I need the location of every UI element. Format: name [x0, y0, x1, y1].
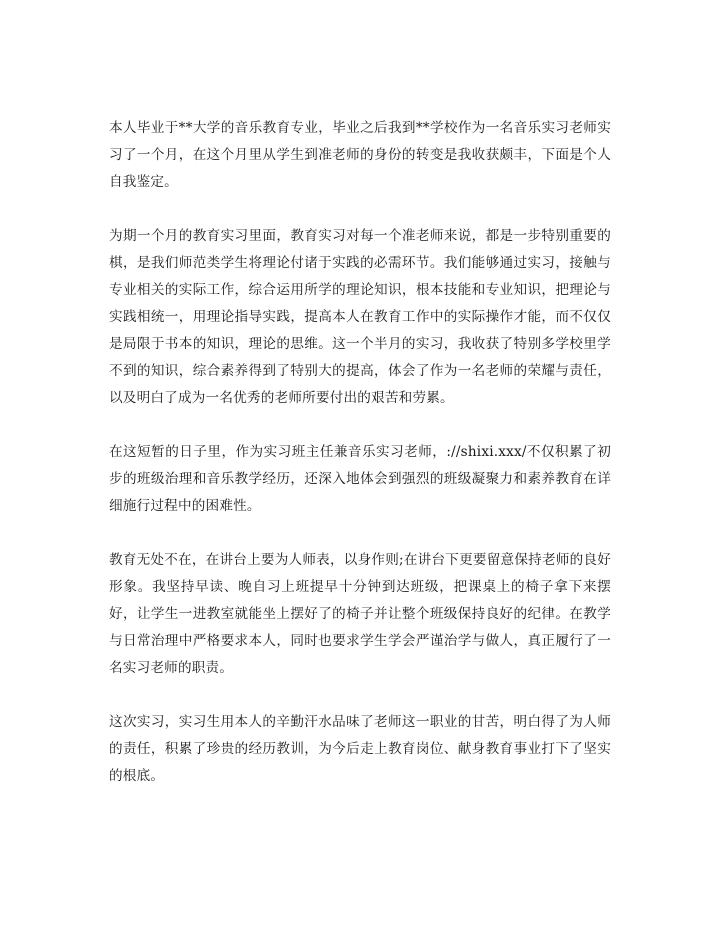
paragraph-role-model: 教育无处不在，在讲台上要为人师表，以身作则;在讲台下更要留意保持老师的良好形象。我坚持早读、晚自习上班提早十分钟到达班级，把课桌上的椅子拿下来摆好，让学生一进教室就能坐上摆好了的椅子并让整个班级保持良好的纪律。在教学与日常治理中严格要求本人，同时也要求学生学会严谨治学与做人，真正履行了一名实习老师的职责。: [109, 552, 611, 676]
paragraph-intro: 本人毕业于**大学的音乐教育专业，毕业之后我到**学校作为一名音乐实习老师实习了一个月，在这个月里从学生到准老师的身份的转变是我收获颇丰，下面是个人自我鉴定。: [109, 120, 611, 190]
paragraph-class-teacher-experience: 在这短暂的日子里，作为实习班主任兼音乐实习老师，://shixi.xxx/不仅积累了初步的班级治理和音乐教学经历，还深入地体会到强烈的班级凝聚力和素养教育在详细施行过程中的困难性。: [109, 444, 611, 514]
paragraph-internship-significance: 为期一个月的教育实习里面，教育实习对每一个准老师来说，都是一步特别重要的棋，是我们师范类学生将理论付诸于实践的必需环节。我们能够通过实习，接触与专业相关的实际工作，综合运用所学的理论知识，根本技能和专业知识，把理论与实践相统一，用理论指导实践，提高本人在教育工作中的实际操作才能，而不仅仅是局限于书本的知识，理论的思维。这一个半月的实习，我收获了特别多学校里学不到的知识，综合素养得到了特别大的提高，体会了作为一名老师的荣耀与责任，以及明白了成为一名优秀的老师所要付出的艰苦和劳累。: [109, 228, 611, 406]
paragraph-conclusion: 这次实习，实习生用本人的辛勤汗水品味了老师这一职业的甘苦，明白得了为人师的责任，积累了珍贵的经历教训，为今后走上教育岗位、献身教育事业打下了坚实的根底。: [109, 714, 611, 784]
document-body: [109, 115, 611, 790]
